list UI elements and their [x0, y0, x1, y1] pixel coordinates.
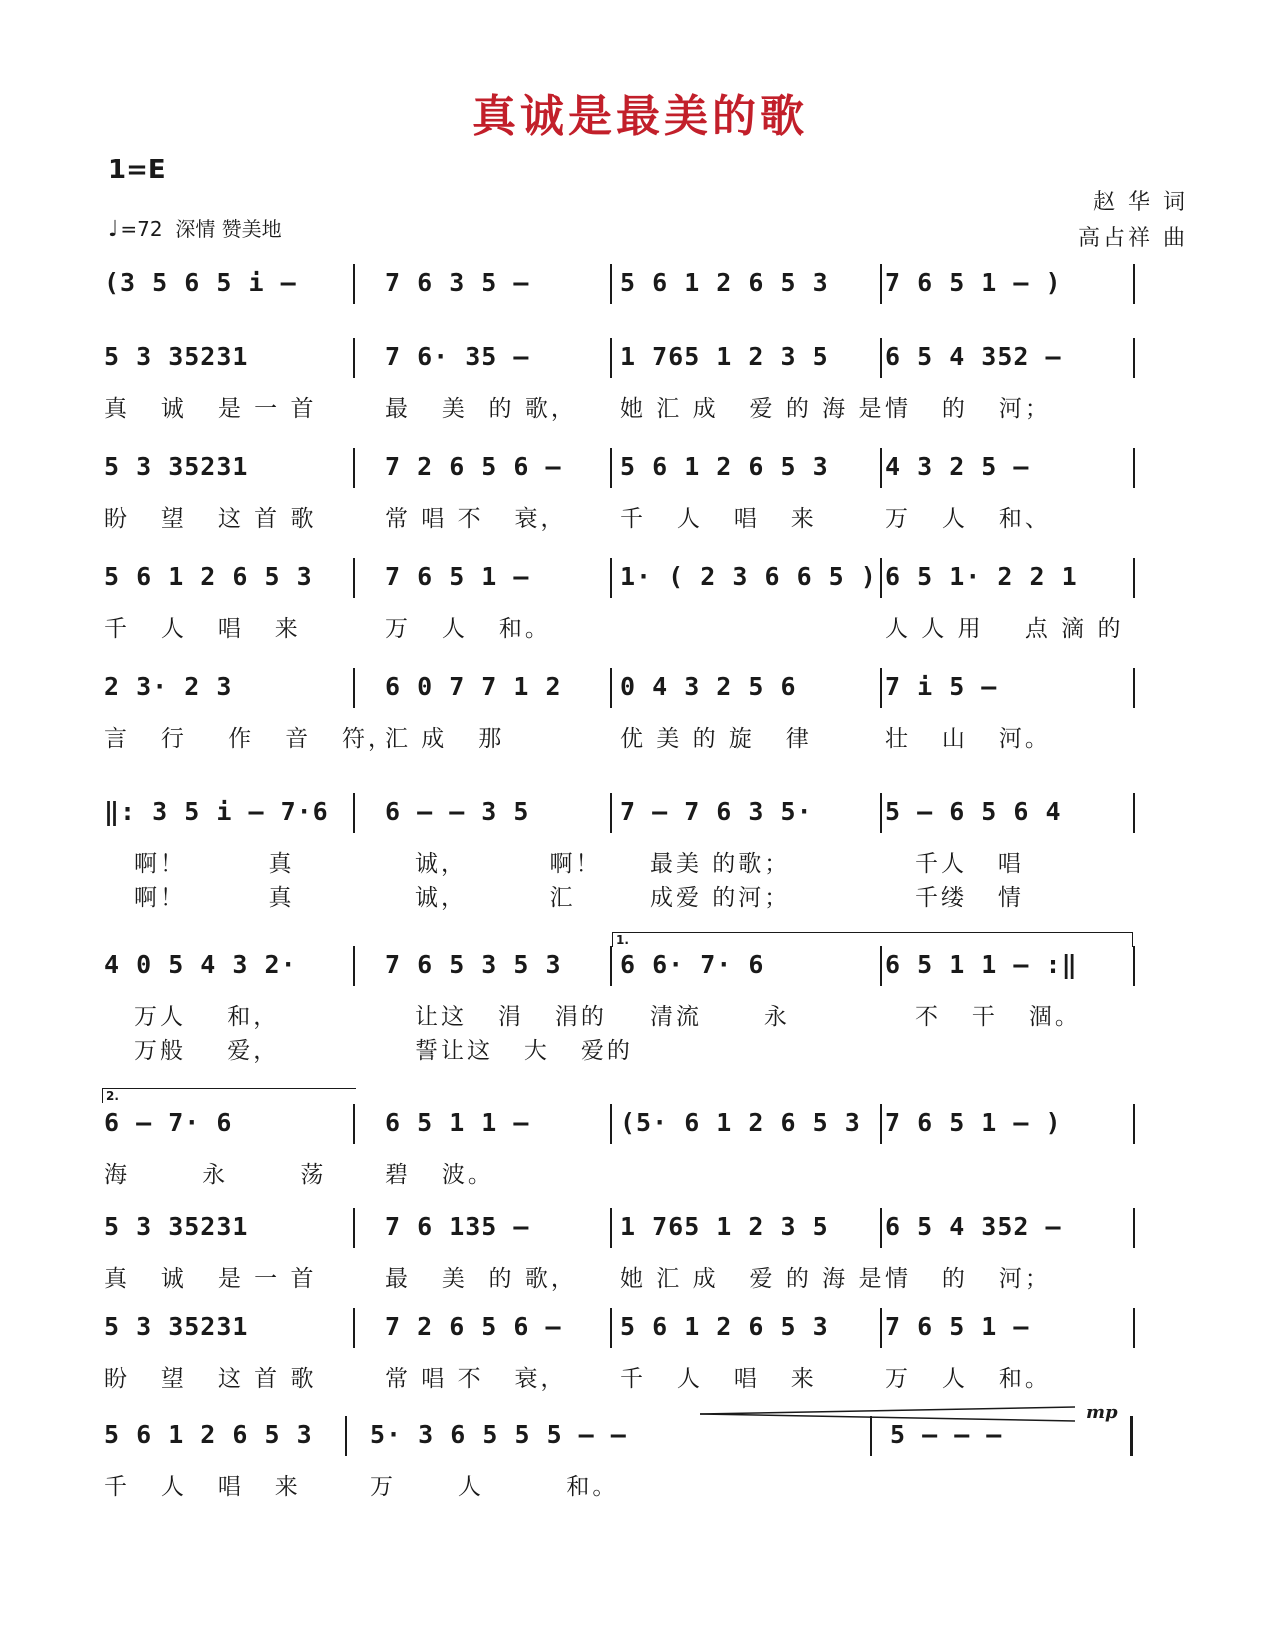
barline: [1133, 668, 1135, 708]
notes-row: [0, 1212, 1280, 1248]
lyric-text: 万 人 和、: [885, 506, 1051, 532]
decrescendo-hairpin: [700, 1404, 1080, 1424]
lyric-text: 真 诚 是 一 首: [104, 1266, 317, 1292]
lyricist: 赵 华 词: [1093, 190, 1188, 215]
barline: [1133, 1308, 1135, 1348]
notes-row: [0, 672, 1280, 708]
composer: 高占祥 曲: [1078, 226, 1188, 251]
barline: [353, 1308, 355, 1348]
notes-row: [0, 342, 1280, 378]
barline: [353, 448, 355, 488]
song-title: 真诚是最美的歌: [472, 91, 808, 142]
measure-notes: 6 0 7 7 1 2: [385, 672, 562, 701]
barline: [1133, 264, 1135, 304]
measure-notes: 7 6 5 3 5 3: [385, 950, 562, 979]
barline: [880, 1104, 882, 1144]
measure-notes: 7 2 6 5 6 –: [385, 452, 562, 481]
lyric-text: 诚， 汇: [415, 885, 576, 911]
barline: [880, 264, 882, 304]
notes-row: [0, 950, 1280, 986]
barline: [880, 668, 882, 708]
barline: [1133, 558, 1135, 598]
barline: [353, 668, 355, 708]
barline: [880, 1208, 882, 1248]
measure-notes: 7 6 5 1 –: [885, 1312, 1030, 1341]
lyric-text: 千 人 唱 来: [620, 506, 817, 532]
lyric-text: 常 唱 不 衰，: [385, 1366, 567, 1392]
lyric-text: 汇 成 那: [385, 726, 505, 752]
lyric-text: 万 人 和。: [385, 616, 551, 642]
barline: [880, 338, 882, 378]
lyric-text: 千人 唱: [915, 851, 1024, 877]
barline: [353, 558, 355, 598]
lyric-text: 碧 波。: [385, 1162, 494, 1188]
measure-notes: 6 5 1· 2 2 1: [885, 562, 1078, 591]
lyric-text: 她 汇 成 爱 的 海 是: [620, 1266, 885, 1292]
lyric-text: 啊！ 真: [134, 885, 295, 911]
measure-notes: 5 6 1 2 6 5 3: [104, 1420, 313, 1449]
barline: [610, 668, 612, 708]
measure-notes: 7 2 6 5 6 –: [385, 1312, 562, 1341]
measure-notes: 5 – 6 5 6 4: [885, 797, 1062, 826]
barline: [1130, 1416, 1133, 1456]
measure-notes: 5 3 35231: [104, 1312, 249, 1341]
lyric-text: 万般 爱，: [134, 1038, 280, 1064]
barline: [353, 338, 355, 378]
expression-text: 深情 赞美地: [175, 217, 282, 241]
measure-notes: 5 6 1 2 6 5 3: [620, 1312, 829, 1341]
barline: [353, 1104, 355, 1144]
lyric-text: 不 干 涸。: [915, 1004, 1081, 1030]
lyric-text: 优 美 的 旋 律: [620, 726, 812, 752]
measure-notes: 6 5 1 1 –: [385, 1108, 530, 1137]
measure-notes: 7 6 5 1 –: [385, 562, 530, 591]
lyric-text: 人 人 用 点 滴 的: [885, 616, 1124, 642]
measure-notes: 7 i 5 –: [885, 672, 998, 701]
barline: [1133, 1104, 1135, 1144]
lyric-text: 情 的 河；: [885, 396, 1051, 422]
measure-notes: 6 5 4 352 –: [885, 1212, 1062, 1241]
lyrics-row: [0, 845, 1280, 877]
lyric-text: 成爱 的河；: [650, 885, 791, 911]
lyrics-row-verse-2: [0, 1032, 1280, 1064]
barline: [1133, 1208, 1135, 1248]
lyrics-row: [0, 610, 1280, 642]
measure-notes: 7 6 5 1 – ): [885, 1108, 1062, 1137]
measure-notes: 7 6 3 5 –: [385, 268, 530, 297]
measure-notes: 4 0 5 4 3 2·: [104, 950, 297, 979]
measure-notes: 5 6 1 2 6 5 3: [620, 268, 829, 297]
quarter-note-icon: ♩: [108, 217, 119, 242]
lyric-text: 千 人 唱 来: [104, 616, 301, 642]
barline: [610, 448, 612, 488]
lyric-text: 万人 和，: [134, 1004, 280, 1030]
second-ending-bracket: 2.: [102, 1088, 356, 1103]
barline: [880, 793, 882, 833]
lyric-text: 她 汇 成 爱 的 海 是: [620, 396, 885, 422]
lyric-text: 千 人 唱 来: [104, 1474, 301, 1500]
notes-row: [0, 268, 1280, 304]
lyric-text: 最美 的歌；: [650, 851, 791, 877]
measure-notes: 5 3 35231: [104, 1212, 249, 1241]
lyric-text: 啊！ 真: [134, 851, 295, 877]
measure-notes: 5 6 1 2 6 5 3: [104, 562, 313, 591]
first-ending-bracket: 1.: [612, 932, 1133, 947]
notes-row: [0, 1108, 1280, 1144]
lyric-text: 千 人 唱 来: [620, 1366, 817, 1392]
lyric-text: 壮 山 河。: [885, 726, 1051, 752]
measure-notes: 1 765 1 2 3 5: [620, 342, 829, 371]
barline: [880, 448, 882, 488]
barline: [610, 1208, 612, 1248]
measure-notes: (5· 6 1 2 6 5 3: [620, 1108, 861, 1137]
notes-row: [0, 562, 1280, 598]
barline: [880, 558, 882, 598]
lyrics-row: [0, 1360, 1280, 1392]
dynamic-marking: mp: [1086, 1402, 1118, 1423]
measure-notes: 6 5 1 1 – :‖: [885, 950, 1078, 979]
measure-notes: 5 3 35231: [104, 452, 249, 481]
lyric-text: 真 诚 是 一 首: [104, 396, 317, 422]
lyrics-row: [0, 998, 1280, 1030]
lyric-text: 最 美 的 歌，: [385, 396, 577, 422]
barline: [610, 793, 612, 833]
measure-notes: 5 6 1 2 6 5 3: [620, 452, 829, 481]
lyric-text: 最 美 的 歌，: [385, 1266, 577, 1292]
barline: [353, 1208, 355, 1248]
lyrics-row: [0, 1468, 1280, 1500]
measure-notes: 5 – – –: [890, 1420, 1003, 1449]
measure-notes: 2 3· 2 3: [104, 672, 233, 701]
measure-notes: 6 6· 7· 6: [620, 950, 765, 979]
measure-notes: 5· 3 6 5 5 5 – –: [370, 1420, 627, 1449]
measure-notes: 1 765 1 2 3 5: [620, 1212, 829, 1241]
lyric-text: 情 的 河；: [885, 1266, 1051, 1292]
lyrics-row: [0, 500, 1280, 532]
barline: [880, 946, 882, 986]
lyric-text: 常 唱 不 衰，: [385, 506, 567, 532]
lyric-text: 诚， 啊！: [415, 851, 602, 877]
lyrics-row: [0, 390, 1280, 422]
key-signature: 1=E: [108, 155, 166, 185]
measure-notes: 6 – 7· 6: [104, 1108, 233, 1137]
barline: [353, 793, 355, 833]
barline: [610, 1104, 612, 1144]
barline: [610, 946, 612, 986]
barline: [1133, 338, 1135, 378]
notes-row: [0, 452, 1280, 488]
measure-notes: 7 6 5 1 – ): [885, 268, 1062, 297]
barline: [1133, 793, 1135, 833]
notes-row: [0, 1312, 1280, 1348]
barline: [610, 264, 612, 304]
lyrics-row: [0, 1156, 1280, 1188]
measure-notes: 7 6· 35 –: [385, 342, 530, 371]
barline: [880, 1308, 882, 1348]
lyrics-row: [0, 1260, 1280, 1292]
barline: [610, 558, 612, 598]
lyric-text: 千缕 情: [915, 885, 1024, 911]
lyric-text: 万 人 和。: [885, 1366, 1051, 1392]
lyrics-row-verse-2: [0, 879, 1280, 911]
lyric-text: 誓让这 大 爱的: [415, 1038, 633, 1064]
lyric-text: 让这 涓 涓的: [415, 1004, 607, 1030]
measure-notes: 0 4 3 2 5 6: [620, 672, 797, 701]
lyric-text: 言 行 作 音 符，: [104, 726, 395, 752]
barline: [353, 264, 355, 304]
notes-row: [0, 1420, 1280, 1456]
lyric-text: 清流 永: [650, 1004, 790, 1030]
lyric-text: 盼 望 这 首 歌: [104, 506, 317, 532]
measure-notes: 6 – – 3 5: [385, 797, 530, 826]
lyric-text: 万 人 和。: [370, 1474, 619, 1500]
barline: [1133, 448, 1135, 488]
measure-notes: 5 3 35231: [104, 342, 249, 371]
notes-row: [0, 797, 1280, 833]
credits: [1078, 185, 1188, 257]
measure-notes: 7 6 135 –: [385, 1212, 530, 1241]
lyric-text: 盼 望 这 首 歌: [104, 1366, 317, 1392]
measure-notes: 4 3 2 5 –: [885, 452, 1030, 481]
barline: [1133, 946, 1135, 986]
tempo-marking: [108, 213, 282, 242]
barline: [610, 338, 612, 378]
measure-notes: 7 – 7 6 3 5·: [620, 797, 813, 826]
measure-notes: ‖: 3 5 i – 7·6: [104, 797, 329, 826]
barline: [610, 1308, 612, 1348]
lyric-text: 海 永 荡: [104, 1162, 327, 1188]
tempo-value: =72: [120, 217, 163, 241]
barline: [353, 946, 355, 986]
measure-notes: 6 5 4 352 –: [885, 342, 1062, 371]
measure-notes: (3 5 6 5 i –: [104, 268, 297, 297]
barline: [345, 1416, 347, 1456]
measure-notes: 1· ( 2 3 6 6 5 ): [620, 562, 877, 591]
lyrics-row: [0, 720, 1280, 752]
